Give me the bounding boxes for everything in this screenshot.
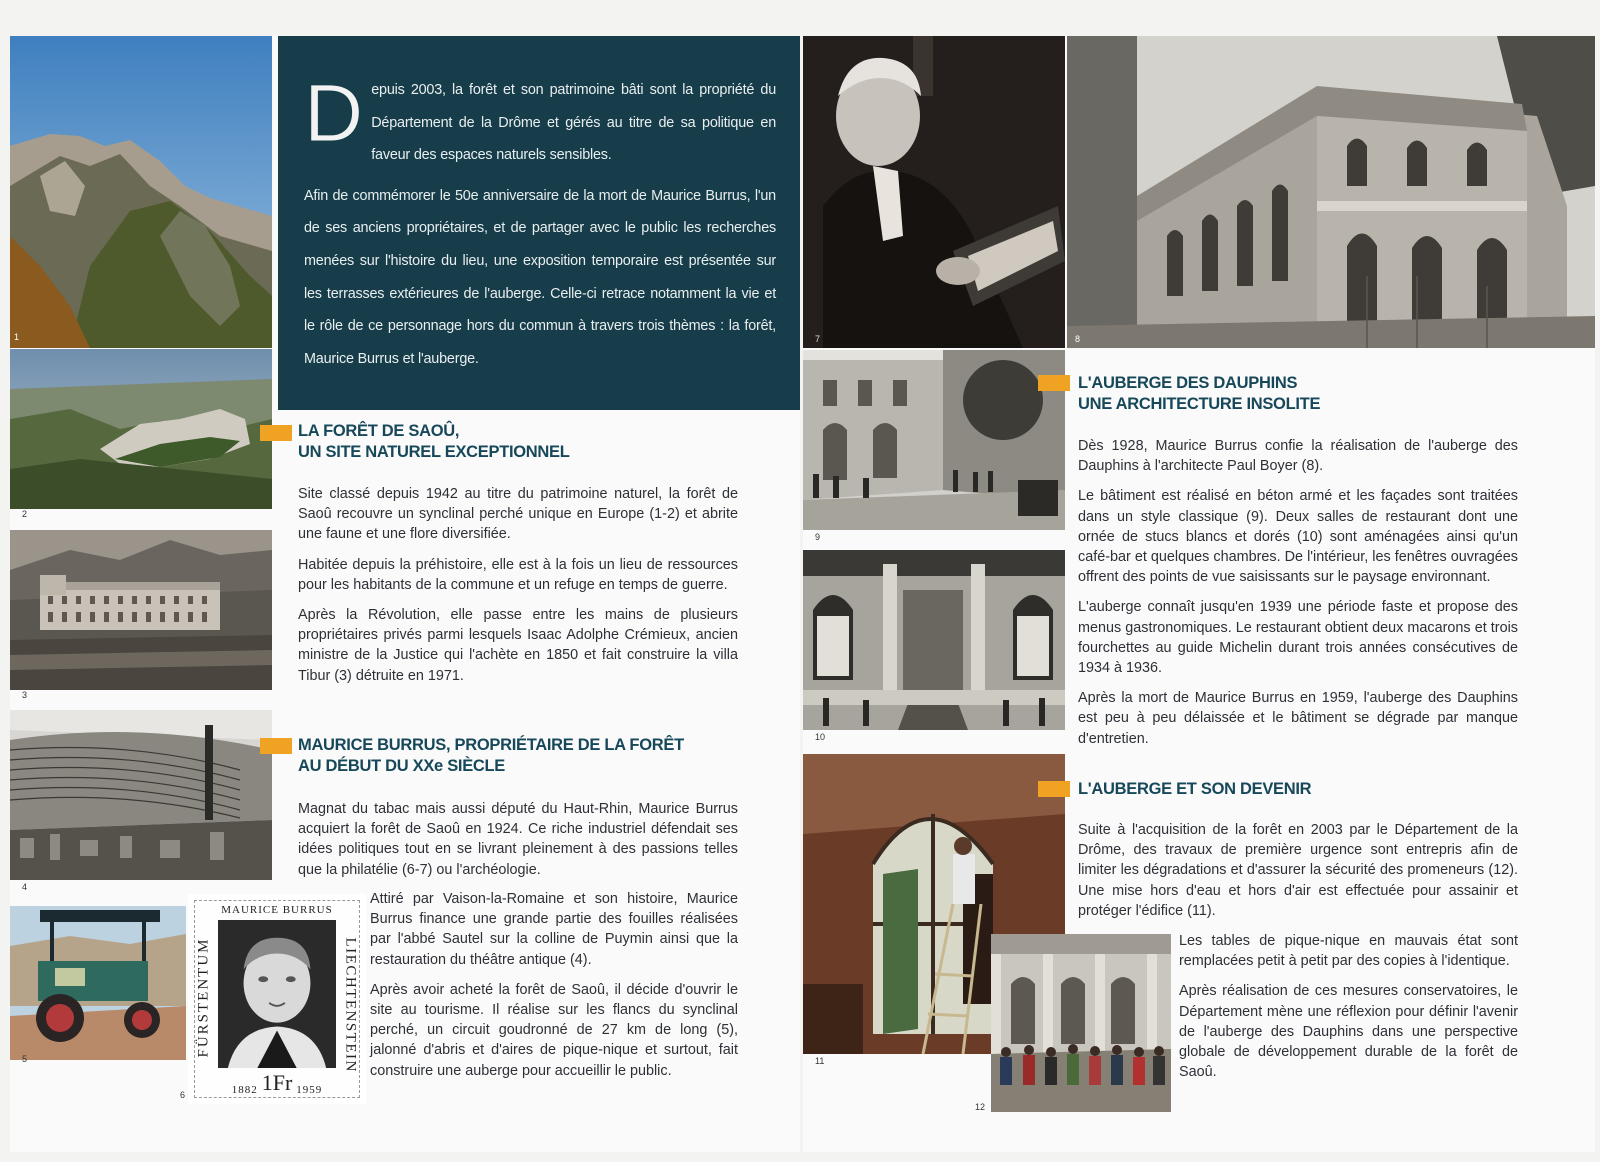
stamp-maurice-burrus (180, 894, 366, 1104)
stamp-year-right: 1959 (296, 1084, 323, 1096)
heading-line: L'AUBERGE DES DAUPHINS (1078, 374, 1298, 392)
paragraph: Attiré par Vaison-la-Romaine et son histoire, Maurice Burrus finance une grande partie des fouilles réalisées par l'abbé Sautel sur la colline de Puymin ainsi que la restauration du théâtre antique (4). (370, 891, 738, 968)
photo-burrus-portrait (803, 36, 1065, 348)
photo-visitors-crowd (975, 934, 1171, 1112)
intro-dropcap: D (304, 68, 364, 159)
section-marker (1038, 375, 1070, 391)
heading-line: UN SITE NATUREL EXCEPTIONNEL (298, 443, 570, 461)
paragraph: Dès 1928, Maurice Burrus confie la réalisation de l'auberge des Dauphins à l'architecte Paul Boyer (8). (1078, 438, 1518, 475)
photo-number: 8 (1075, 334, 1081, 344)
stamp-left-text: FÜRSTENTUM (195, 937, 212, 1058)
section-heading-devenir (1078, 779, 1311, 800)
paragraph: Magnat du tabac mais aussi député du Haut-Rhin, Maurice Burrus acquiert la forêt de Saoû en 1924. Ce riche industriel défendait ses idées politiques tout en se livrant pleinement à des passions telles que la philatélie (6-7) ou l'archéologie. (298, 801, 738, 878)
paragraph: Les tables de pique-nique en mauvais état sont remplacées petit à petit par des copies à l'identique. (1179, 933, 1518, 970)
stamp-top-text: MAURICE BURRUS (221, 904, 333, 916)
photo-vintage-tractor (10, 906, 186, 1064)
paragraph: L'auberge connaît jusqu'en 1939 une période faste et propose des menus gastronomiques. Le restaurant obtient deux macarons et trois fourchettes au guide Michelin durant trois années consécutives de 1934 à 1936. (1078, 599, 1518, 677)
photo-number: 3 (22, 690, 28, 700)
photo-number: 12 (975, 1102, 986, 1112)
intro-paragraph-2: Afin de commémorer le 50e anniversaire de la mort de Maurice Burrus, l'un de ses anciens propriétaires, et de partager avec le public les recherches menées sur l'histoire du lieu, une exposition temporaire est présentée sur les terrasses extérieures de l'auberge. Celle-ci retrace notamment la vie et le rôle de ce personnage hors du commun à travers trois thèmes : la forêt, Maurice Burrus et l'auberge. (304, 187, 776, 367)
paragraph: Site classé depuis 1942 au titre du patrimoine naturel, la forêt de Saoû recouvre un synclinal perché unique en Europe (1-2) et abrite une faune et une flore diversifiée. (298, 486, 738, 543)
section-body-devenir-2 (1179, 931, 1518, 1082)
section-marker (1038, 781, 1070, 797)
photo-number: 2 (22, 509, 28, 519)
section-heading-architecture (1078, 373, 1320, 415)
photo-number: 4 (22, 882, 28, 892)
section-body-architecture (1078, 436, 1518, 749)
section-marker (260, 425, 292, 441)
photo-aerial-synclinal (10, 349, 272, 519)
right-page (803, 36, 1595, 1152)
paragraph: Après avoir acheté la forêt de Saoû, il décide d'ouvrir le site au tourisme. Il réalise sur les flancs du synclinal perché, un circuit goudronné de 27 km de long (5), jalonné d'abris et d'aires de pique-nique et surtout, fait construire une auberge pour accueillir le public. (370, 981, 738, 1079)
photo-number: 9 (815, 532, 821, 542)
photo-number: 10 (815, 732, 826, 742)
paragraph: Après la mort de Maurice Burrus en 1959, l'auberge des Dauphins est peu à peu délaissée et le bâtiment se dégrade par manque d'entretien. (1078, 690, 1518, 747)
photo-theatre-antique (10, 710, 272, 892)
intro-paragraph-1: epuis 2003, la forêt et son patrimoine bâti sont la propriété du Département de la Drôme et gérés au titre de sa politique en faveur des espaces naturels sensibles. (371, 82, 776, 164)
section-body-devenir-1 (1078, 820, 1518, 921)
heading-line: AU DÉBUT DU XXe SIÈCLE (298, 757, 506, 775)
stamp-year-left: 1882 (231, 1084, 258, 1096)
intro-box (278, 36, 800, 410)
heading-line: L'AUBERGE ET SON DEVENIR (1078, 780, 1312, 798)
paragraph: Après réalisation de ces mesures conservatoires, le Département mène une réflexion pour définir l'avenir de l'auberge des Dauphins dans une perspective globale de développement durable de la forêt de Saoû. (1179, 983, 1518, 1081)
section-body-burrus-2 (370, 889, 738, 1081)
photo-number: 6 (180, 1090, 186, 1100)
paragraph: Habitée depuis la préhistoire, elle est à la fois un lieu de ressources pour les habitants de la commune et un refuge en temps de guerre. (298, 556, 738, 593)
section-body-burrus-1 (298, 799, 738, 880)
heading-line: UNE ARCHITECTURE INSOLITE (1078, 395, 1321, 413)
section-marker (260, 738, 292, 754)
stamp-right-text: LIECHTENSTEIN (342, 937, 359, 1073)
section-heading-burrus (298, 735, 684, 777)
paragraph: Après la Révolution, elle passe entre les mains de plusieurs propriétaires privés parmi lesquels Isaac Adolphe Crémieux, ancien ministre de la Justice qui l'achète en 1850 et fait construire la villa Tibur (3) détruite en 1971. (298, 607, 738, 684)
photo-villa-tibur (10, 530, 272, 700)
photo-number: 7 (815, 334, 821, 344)
stamp-value: 1Fr (261, 1070, 293, 1095)
paragraph: Le bâtiment est réalisé en béton armé et les façades sont traitées dans un style classique (9). Deux salles de restaurant dont une ornée de stucs blancs et dorés (10) sont aménagées ainsi qu'un café-bar et quelques chambres. De l'intérieur, les fenêtres ouvragées offrent des points de vue saisissants sur le paysage environnant. (1078, 488, 1518, 586)
photo-number: 11 (815, 1056, 825, 1066)
stamp-portrait (218, 920, 336, 1068)
heading-line: MAURICE BURRUS, PROPRIÉTAIRE DE LA FORÊT (298, 736, 684, 754)
photo-mountain-cliff (10, 36, 272, 348)
section-body-foret (298, 484, 738, 686)
photo-auberge-facade (803, 350, 1065, 542)
photo-number: 1 (14, 332, 20, 342)
section-heading-foret (298, 421, 570, 463)
photo-number: 5 (22, 1054, 28, 1064)
heading-line: LA FORÊT DE SAOÛ, (298, 422, 460, 440)
photo-dining-hall (803, 550, 1065, 742)
left-page (10, 36, 800, 1152)
stamp-bottom (218, 1070, 336, 1096)
photo-auberge-construction (1067, 36, 1595, 348)
paragraph: Suite à l'acquisition de la forêt en 2003 par le Département de la Drôme, des travaux de première urgence sont entrepris afin de limiter les dégradations et d'assurer la sécurité des promeneurs (12). Une mise hors d'eau et hors d'air est effectuée pour assainir et protéger l'édifice (11). (1078, 822, 1518, 919)
